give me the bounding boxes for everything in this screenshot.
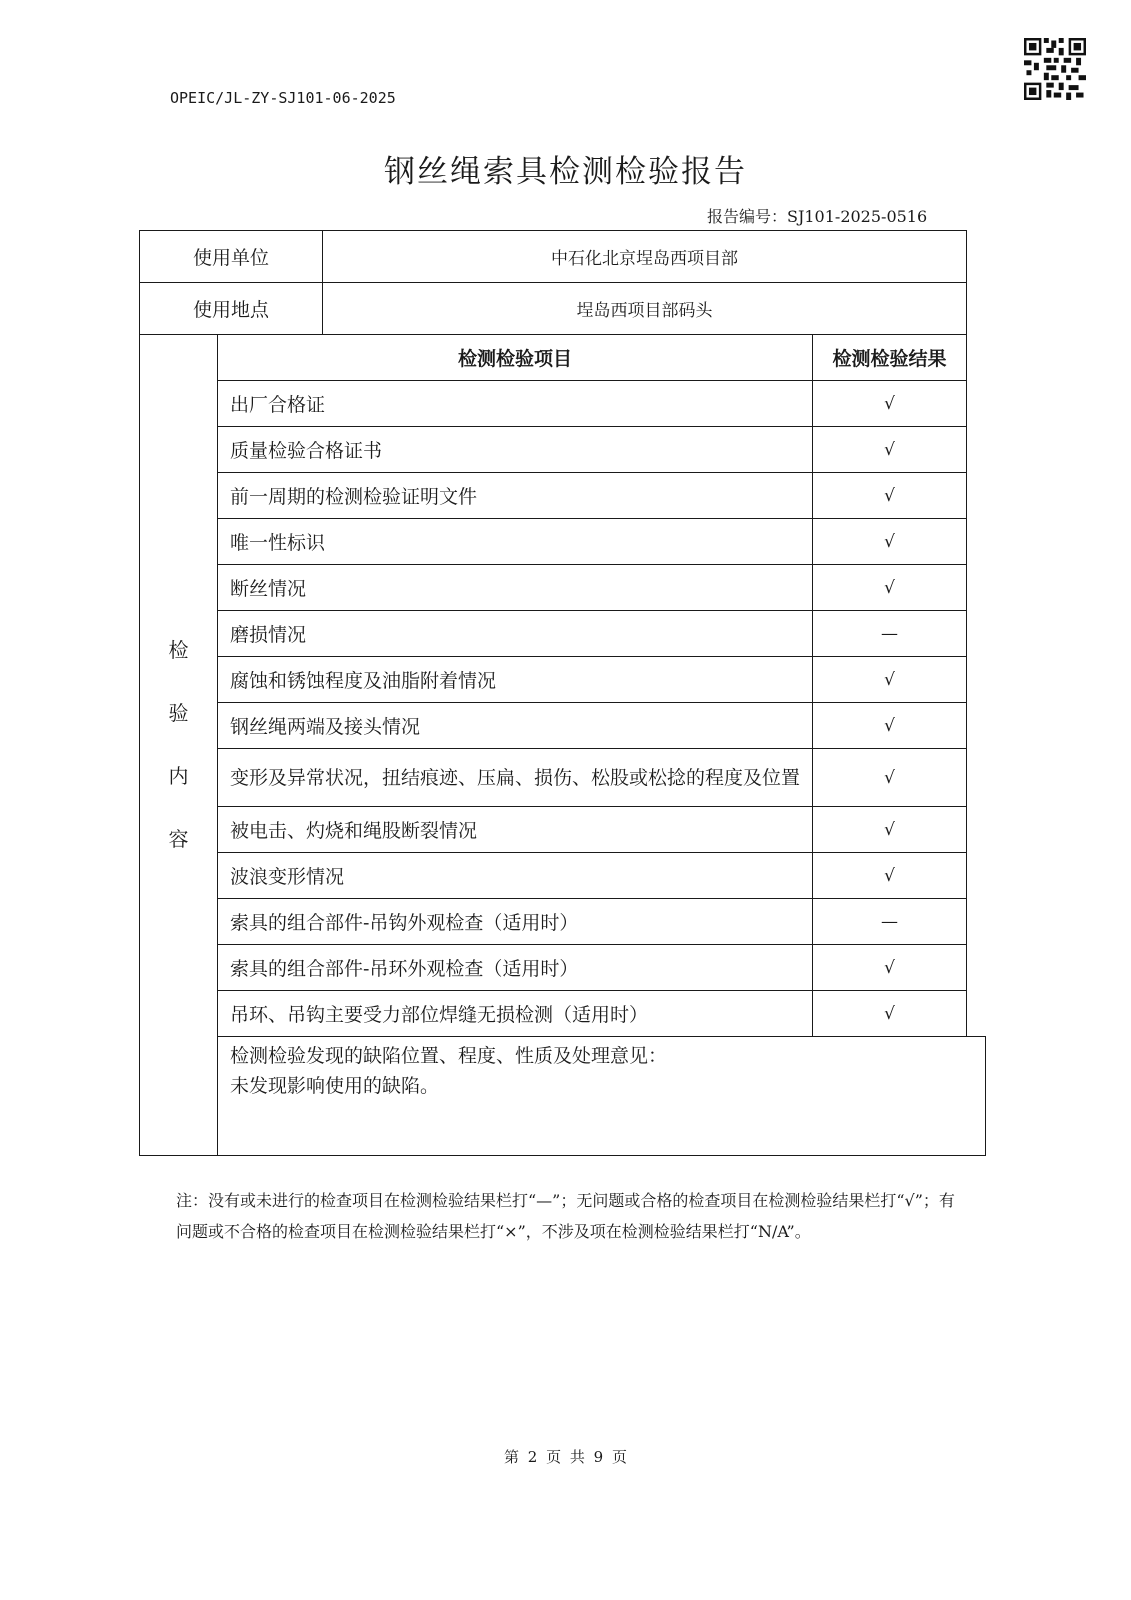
item-name: 索具的组合部件-吊钩外观检查（适用时） [218, 899, 813, 945]
item-name: 钢丝绳两端及接头情况 [218, 703, 813, 749]
table-row [140, 853, 986, 899]
legend-note: 注：没有或未进行的检查项目在检测检验结果栏打“—”；无问题或合格的检查项目在检测检验结果栏打“√”；有问题或不合格的检查项目在检测检验结果栏打“×”，不涉及项在检测检验结果栏打“N/A”。 [176, 1191, 955, 1241]
table-row [140, 519, 986, 565]
table-row [140, 473, 986, 519]
table-row [140, 807, 986, 853]
item-result: √ [813, 565, 967, 611]
table-row [140, 749, 986, 807]
item-column-header: 检测检验项目 [218, 335, 813, 381]
item-result: √ [813, 427, 967, 473]
item-name: 磨损情况 [218, 611, 813, 657]
item-name: 波浪变形情况 [218, 853, 813, 899]
table-row [140, 611, 986, 657]
table-row [140, 703, 986, 749]
report-number: 报告编号：SJ101-2025-0516 [707, 207, 928, 226]
page-number: 第 2 页 共 9 页 [504, 1448, 627, 1466]
item-result: √ [813, 473, 967, 519]
table-row [140, 565, 986, 611]
side-label-char: 容 [168, 827, 189, 851]
item-name: 被电击、灼烧和绳股断裂情况 [218, 807, 813, 853]
item-name: 索具的组合部件-吊环外观检查（适用时） [218, 945, 813, 991]
side-label-char: 验 [168, 701, 189, 725]
item-name: 前一周期的检测检验证明文件 [218, 473, 813, 519]
item-result: √ [813, 749, 967, 807]
document-code: OPEIC/JL-ZY-SJ101-06-2025 [170, 89, 396, 107]
item-result: — [813, 899, 967, 945]
item-name: 质量检验合格证书 [218, 427, 813, 473]
item-name: 断丝情况 [218, 565, 813, 611]
item-name: 吊环、吊钩主要受力部位焊缝无损检测（适用时） [218, 991, 813, 1037]
item-result: √ [813, 807, 967, 853]
inspection-content-label [140, 335, 218, 1156]
table-row [140, 381, 986, 427]
location-value: 埕岛西项目部码头 [323, 283, 967, 335]
table-header-row [140, 335, 986, 381]
table-row [140, 899, 986, 945]
qr-code-icon [1024, 38, 1086, 100]
table-row [140, 945, 986, 991]
item-result: √ [813, 519, 967, 565]
table-row [140, 991, 986, 1037]
findings-cell [218, 1037, 986, 1156]
item-result: √ [813, 381, 967, 427]
item-name: 变形及异常状况，扭结痕迹、压扁、损伤、松股或松捻的程度及位置 [218, 749, 813, 807]
result-column-header: 检测检验结果 [813, 335, 967, 381]
item-result: √ [813, 945, 967, 991]
findings-row [140, 1037, 986, 1156]
item-result: — [813, 611, 967, 657]
item-name: 出厂合格证 [218, 381, 813, 427]
item-result: √ [813, 657, 967, 703]
item-name: 腐蚀和锈蚀程度及油脂附着情况 [218, 657, 813, 703]
user-unit-label: 使用单位 [140, 231, 323, 283]
location-label: 使用地点 [140, 283, 323, 335]
location-row [140, 283, 986, 335]
user-unit-value: 中石化北京埕岛西项目部 [323, 231, 967, 283]
inspection-table [139, 230, 986, 1156]
findings-label: 检测检验发现的缺陷位置、程度、性质及处理意见： [230, 1045, 668, 1067]
findings-value: 未发现影响使用的缺陷。 [230, 1075, 440, 1097]
item-result: √ [813, 853, 967, 899]
user-unit-row [140, 231, 986, 283]
side-label-char: 检 [168, 638, 189, 662]
table-row [140, 657, 986, 703]
report-title: 钢丝绳索具检测检验报告 [384, 154, 747, 190]
item-result: √ [813, 991, 967, 1037]
item-name: 唯一性标识 [218, 519, 813, 565]
side-label-char: 内 [168, 764, 189, 788]
table-row [140, 427, 986, 473]
item-result: √ [813, 703, 967, 749]
